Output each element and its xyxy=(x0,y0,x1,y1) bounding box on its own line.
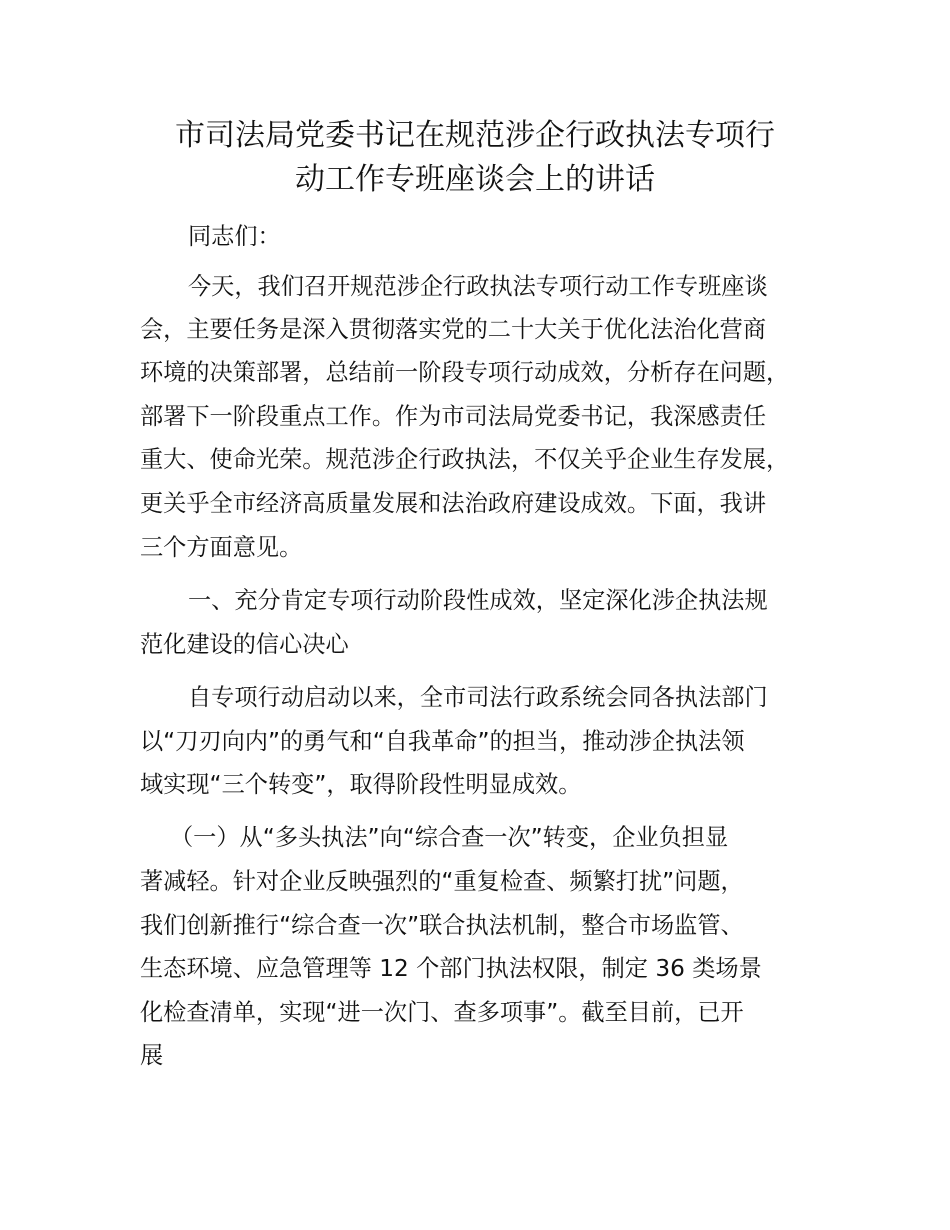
paragraph-4-line: 展 xyxy=(140,1042,164,1069)
paragraph-4-line: 著减轻。针对企业反映强烈的“重复检查、频繁打扰”问题， xyxy=(140,868,744,895)
paragraph-3-line: 自专项行动启动以来，全市司法行政系统会同各执法部门 xyxy=(188,684,768,711)
paragraph-1-line: 今天，我们召开规范涉企行政执法专项行动工作专班座谈 xyxy=(188,273,768,300)
document-title-line-1: 市司法局党委书记在规范涉企行政执法专项行 xyxy=(175,118,775,153)
document-title-line-2: 动工作专班座谈会上的讲话 xyxy=(295,162,655,197)
paragraph-3-line: 域实现“三个转变”，取得阶段性明显成效。 xyxy=(140,771,582,798)
salutation: 同志们： xyxy=(188,223,281,250)
section-heading-line: 范化建设的信心决心 xyxy=(140,631,349,658)
section-heading-line: 一、充分肯定专项行动阶段性成效，坚定深化涉企执法规 xyxy=(188,587,768,614)
paragraph-4-line: 化检查清单，实现“进一次门、查多项事”。截至目前，已开 xyxy=(140,999,744,1026)
paragraph-1-line: 部署下一阶段重点工作。作为市司法局党委书记，我深感责任 xyxy=(140,403,767,430)
paragraph-4-line: 我们创新推行“综合查一次”联合执法机制，整合市场监管、 xyxy=(140,912,744,939)
paragraph-1-line: 三个方面意见。 xyxy=(140,534,303,561)
paragraph-4-line: 生态环境、应急管理等 12 个部门执法权限，制定 36 类场景 xyxy=(140,955,762,982)
paragraph-1-line: 会，主要任务是深入贯彻落实党的二十大关于优化法治化营商 xyxy=(140,316,767,343)
paragraph-1-line: 更关乎全市经济高质量发展和法治政府建设成效。下面，我讲 xyxy=(140,490,767,517)
paragraph-1-line: 重大、使命光荣。规范涉企行政执法，不仅关乎企业生存发展， xyxy=(140,446,790,473)
paragraph-1-line: 环境的决策部署，总结前一阶段专项行动成效，分析存在问题， xyxy=(140,359,790,386)
paragraph-3-line: 以“刀刃向内”的勇气和“自我革命”的担当，推动涉企执法领 xyxy=(140,728,745,755)
paragraph-4-line: （一）从“多头执法”向“综合查一次”转变，企业负担显 xyxy=(170,824,729,851)
